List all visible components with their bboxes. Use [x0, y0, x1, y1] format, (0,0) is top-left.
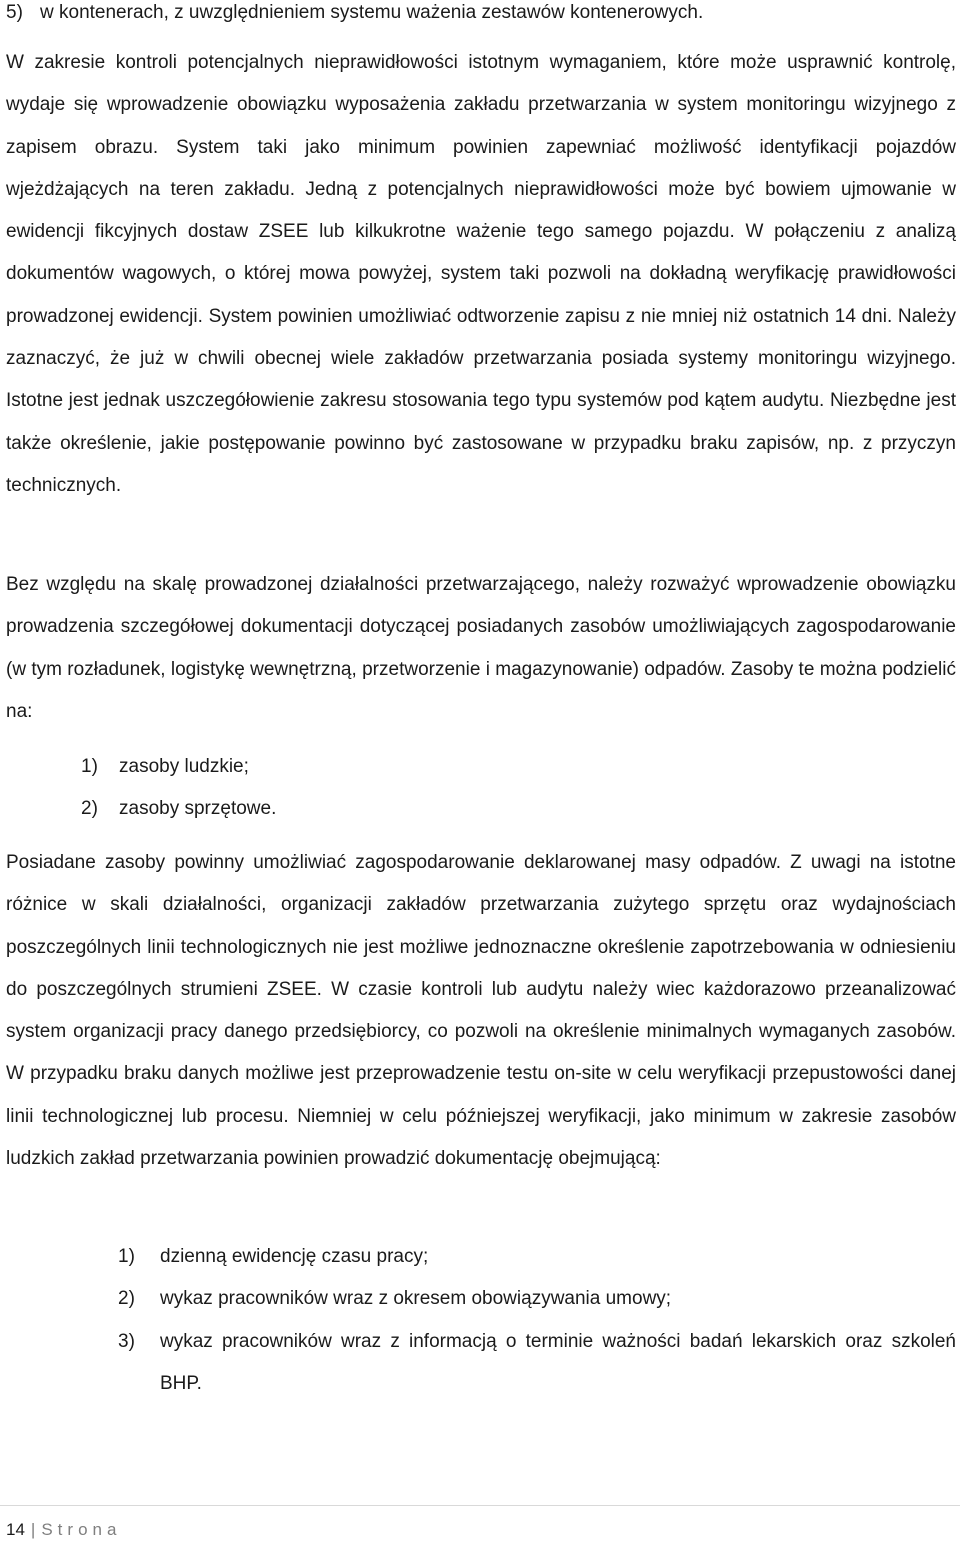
list-item-top [6, 0, 703, 28]
footer-separator: | [30, 1520, 36, 1539]
paragraph-capacity: Posiadane zasoby powinny umożliwiać zagospodarowanie deklarowanej masy odpadów. Z uwagi na istotne różnice w skali działalności, organizacji zakładów przetwarzania zużytego sprzętu oraz wydajnościach poszczególnych linii technologicznych nie jest możliwe jednoznaczne określenie zapotrzebowania w odniesieniu do poszczególnych strumieni ZSEE. W czasie kontroli lub audytu należy wiec każdorazowo przeanalizować system organizacji pracy danego przedsiębiorcy, co pozwoli na określenie minimalnych wymaganych zasobów. W przypadku braku danych możliwe jest przeprowadzenie testu on-site w celu weryfikacji przepustowości danej linii technologicznej lub procesu. Niemniej w celu późniejszej weryfikacji, jako minimum w zakresie zasobów ludzkich zakład przetwarzania powinien prowadzić dokumentację obejmującą: [6, 852, 956, 1170]
list-number: 1) [118, 1246, 135, 1267]
list-number: 2) [81, 798, 98, 820]
list-number: 5) [6, 2, 23, 23]
paragraph-monitoring: W zakresie kontroli potencjalnych nieprawidłowości istotnym wymaganiem, które może usprawnić kontrolę, wydaje się wprowadzenie obowiązku wyposażenia zakładu przetwarzania w system monitoringu wizyjnego z zapisem obrazu. System taki jako minimum powinien zapewniać możliwość identyfikacji pojazdów wjeżdżających na teren zakładu. Jedną z potencjalnych nieprawidłowości może być bowiem ujmowanie w ewidencji fikcyjnych dostaw ZSEE lub kilkukrotne ważenie tego samego pojazdu. W połączeniu z analizą dokumentów wagowych, o której mowa powyżej, system taki pozwoli na dokładną weryfikację prawidłowości prowadzonej ewidencji. System powinien umożliwiać odtworzenie zapisu z nie mniej niż ostatnich 14 dni. Należy zaznaczyć, że już w chwili obecnej wiele zakładów przetwarzania posiada systemy monitoringu wizyjnego. Istotne jest jednak uszczegółowienie zakresu stosowania tego typu systemów pod kątem audytu. Niezbędne jest także określenie, jakie postępowanie powinno być zastosowane w przypadku braku zapisów, np. z przyczyn technicznych. [6, 52, 956, 496]
list-item [118, 1321, 956, 1406]
footer-divider [0, 1505, 960, 1506]
list-item [118, 1236, 956, 1278]
resources-list [81, 746, 276, 831]
page-number: 14 [6, 1520, 25, 1539]
paragraph-resources: Bez względu na skalę prowadzonej działalności przetwarzającego, należy rozważyć wprowadzenie obowiązku prowadzenia szczegółowej dokumentacji dotyczącej posiadanych zasobów umożliwiających zagospodarowanie (w tym rozładunek, logistykę wewnętrzną, przetworzenie i magazynowanie) odpadów. Zasoby te można podzielić na: [6, 574, 956, 722]
list-number: 2) [118, 1288, 135, 1310]
list-text: wykaz pracowników wraz z informacją o terminie ważności badań lekarskich oraz szkoleń BHP. [160, 1330, 956, 1394]
documentation-list [118, 1236, 956, 1405]
list-item [81, 788, 276, 830]
list-number: 1) [81, 756, 98, 777]
list-text: dzienną ewidencję czasu pracy; [160, 1246, 429, 1267]
list-number: 3) [118, 1330, 135, 1352]
list-text: zasoby ludzkie; [119, 756, 249, 777]
list-item [81, 746, 276, 788]
list-text: zasoby sprzętowe. [119, 798, 277, 820]
list-text: wykaz pracowników wraz z okresem obowiązywania umowy; [160, 1288, 672, 1310]
page-label: Strona [41, 1520, 122, 1539]
list-text: w kontenerach, z uwzględnieniem systemu ważenia zestawów kontenerowych. [40, 2, 704, 23]
page-footer [6, 1518, 121, 1542]
list-item [118, 1278, 956, 1320]
